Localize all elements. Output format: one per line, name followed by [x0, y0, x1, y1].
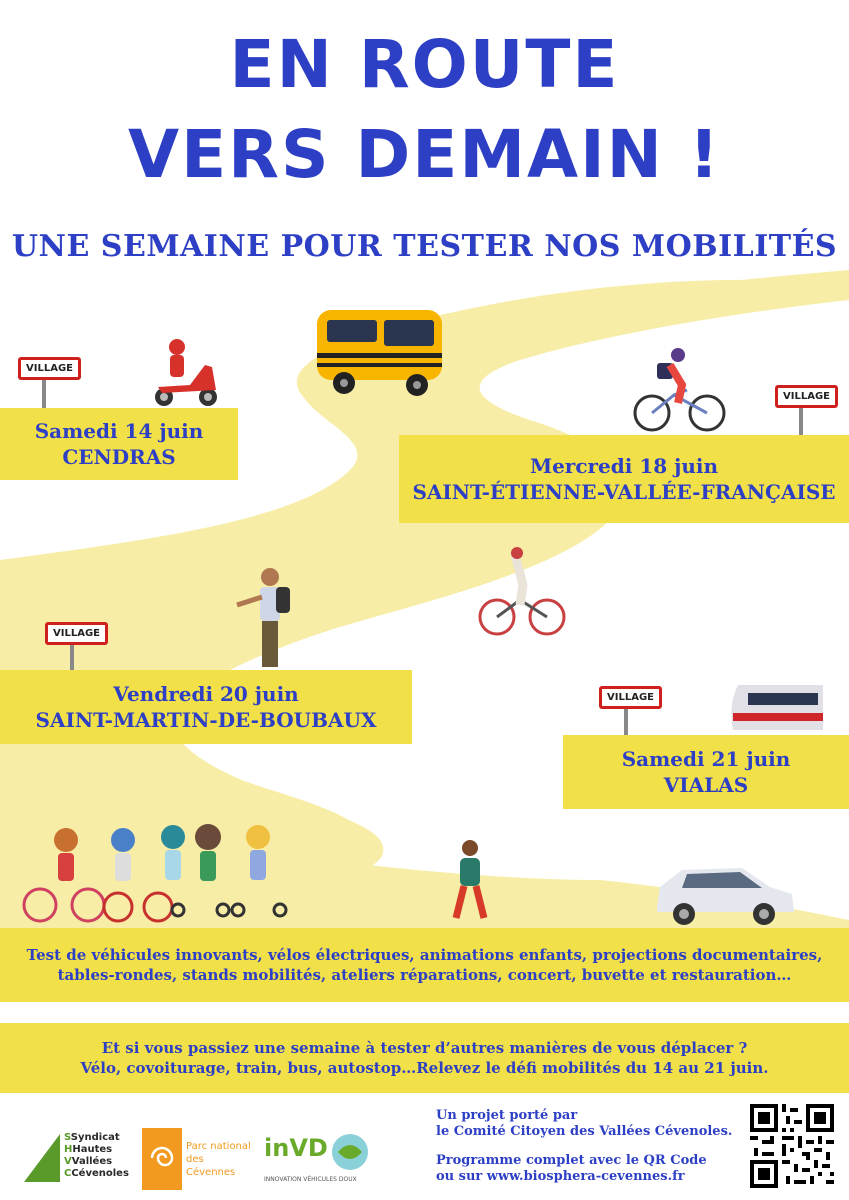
project-line-2: le Comité Citoyen des Vallées Cévenoles.: [436, 1124, 733, 1139]
shvc-line: CCévenoles: [64, 1168, 129, 1179]
program-info: [436, 1153, 746, 1185]
sign-post: [799, 405, 803, 435]
leaf-icon: [22, 1132, 62, 1184]
shvc-line: VVallées: [64, 1156, 113, 1167]
subtitle: UNE SEMAINE POUR TESTER NOS MOBILITÉS: [11, 229, 838, 264]
sign-post: [42, 380, 46, 408]
parc-line-1: Parc national: [186, 1141, 251, 1152]
event-date: Mercredi 18 juin: [529, 454, 719, 478]
train-icon: [728, 675, 828, 737]
event-place: SAINT-ÉTIENNE-VALLÉE-FRANÇAISE: [412, 480, 836, 504]
event-panel-vialas: [563, 735, 849, 809]
cyclist-woman-icon: [475, 545, 570, 640]
ivd-logo: [264, 1132, 374, 1188]
children-on-bikes-icon: [18, 815, 293, 925]
event-place: SAINT-MARTIN-DE-BOUBAUX: [35, 708, 377, 732]
event-date: Vendredi 20 juin: [113, 682, 299, 706]
activities-line-2: tables-rondes, stands mobilités, ateliers réparations, concert, buvette et restauration…: [57, 966, 792, 984]
car-icon: [652, 862, 797, 927]
walking-man-icon: [448, 838, 493, 923]
sign-post: [70, 645, 74, 673]
challenge-panel: [0, 1023, 849, 1093]
sign-post: [624, 709, 628, 737]
shvc-logo: [22, 1132, 132, 1184]
event-place: CENDRAS: [62, 445, 176, 469]
event-panel-saint-martin: [0, 670, 412, 744]
shvc-line: HHautes: [64, 1144, 113, 1155]
hitchhiker-icon: [232, 565, 302, 675]
village-sign: VILLAGE: [775, 385, 838, 408]
shvc-line: SSyndicat: [64, 1132, 120, 1143]
event-panel-cendras: [0, 408, 238, 480]
event-place: VIALAS: [663, 773, 749, 797]
event-date: Samedi 21 juin: [621, 747, 791, 771]
activities-panel: [0, 928, 849, 1002]
ivd-globe-icon: [330, 1132, 370, 1172]
cyclist-icon: [632, 345, 727, 435]
title-line-2: VERS DEMAIN !: [128, 116, 721, 193]
event-panel-saint-etienne: [399, 435, 849, 523]
village-sign: VILLAGE: [599, 686, 662, 709]
ivd-text: inVD: [264, 1134, 328, 1162]
project-credit: [436, 1108, 746, 1140]
activities-line-1: Test de véhicules innovants, vélos électriques, animations enfants, projections documentaires,: [26, 946, 823, 964]
qr-code-icon[interactable]: [750, 1104, 834, 1188]
school-bus-icon: [312, 305, 452, 400]
title-line-1: EN ROUTE: [229, 26, 620, 103]
village-sign: VILLAGE: [45, 622, 108, 645]
challenge-line-1: Et si vous passiez une semaine à tester d’autres manières de vous déplacer ?: [101, 1039, 748, 1057]
ivd-subtitle: INNOVATION VÉHICULES DOUX: [264, 1176, 357, 1183]
scooter-rider-icon: [150, 335, 225, 410]
village-sign: VILLAGE: [18, 357, 81, 380]
parc-national-logo: [142, 1128, 254, 1190]
project-line-1: Un projet porté par: [436, 1108, 578, 1123]
parc-line-2: des Cévennes: [186, 1154, 236, 1178]
event-date: Samedi 14 juin: [34, 419, 204, 443]
parc-spiral-icon: [142, 1128, 182, 1190]
program-line-1: Programme complet avec le QR Code: [436, 1153, 707, 1168]
program-website-link[interactable]: ou sur www.biosphera-cevennes.fr: [436, 1169, 685, 1184]
challenge-line-2: Vélo, covoiturage, train, bus, autostop…Relevez le défi mobilités du 14 au 21 juin.: [80, 1059, 769, 1077]
